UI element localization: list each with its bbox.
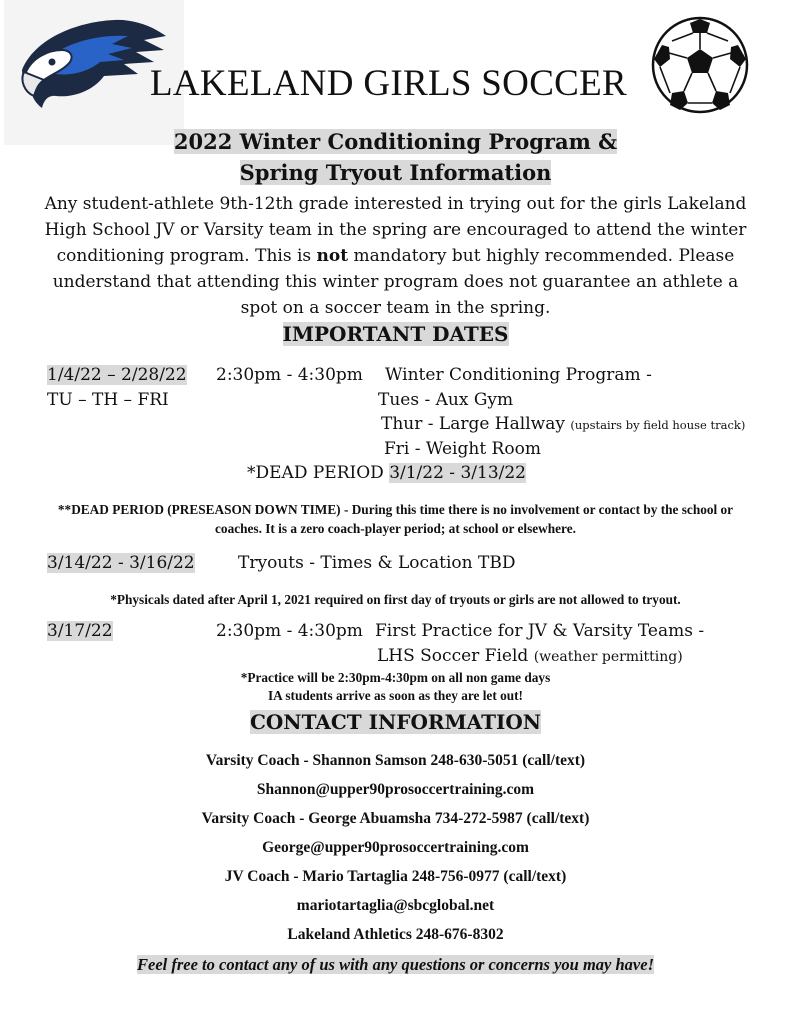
winter-thur-note: (upstairs by field house track) (570, 418, 746, 432)
soccer-ball-icon (650, 15, 750, 115)
subtitle-line2-text: Spring Tryout Information (239, 160, 552, 185)
practice-note-2: IA students arrive as soon as they are let out! (268, 688, 523, 703)
contact-email-george[interactable]: George@upper90prosoccertraining.com (262, 839, 529, 856)
practice-note-1: *Practice will be 2:30pm-4:30pm on all non game days (240, 670, 551, 685)
subtitle-line1-text: 2022 Winter Conditioning Program & (173, 129, 618, 154)
intro-paragraph (40, 191, 751, 321)
page-title: LAKELAND GIRLS SOCCER (150, 63, 628, 104)
subtitle-line1 (0, 129, 791, 154)
closing-line (0, 955, 791, 975)
closing-text: Feel free to contact any of us with any questions or concerns you may have! (137, 955, 654, 974)
important-dates-heading-text: IMPORTANT DATES (282, 322, 509, 346)
winter-tues: Tues - Aux Gym (378, 390, 514, 410)
dead-period (247, 463, 526, 483)
soccer-ball (650, 15, 750, 115)
contact-jv-mario: JV Coach - Mario Tartaglia 248-756-0977 (call/text) (224, 868, 567, 885)
first-practice-date (47, 621, 113, 641)
winter-days: TU – TH – FRI (47, 390, 169, 410)
physicals-note: *Physicals dated after April 1, 2021 required on first day of tryouts or girls are not allowed to tryout. (110, 592, 681, 607)
first-practice-location-note: (weather permitting) (533, 649, 683, 665)
winter-thur (381, 414, 745, 434)
first-practice-text: First Practice for JV & Varsity Teams - (375, 621, 705, 641)
winter-thur-text: Thur - Large Hallway (381, 414, 565, 434)
contact-athletics: Lakeland Athletics 248-676-8302 (287, 926, 504, 943)
winter-time: 2:30pm - 4:30pm (216, 365, 363, 385)
tryouts-dates-text: 3/14/22 - 3/16/22 (47, 553, 195, 573)
tryouts-text: Tryouts - Times & Location TBD (238, 553, 516, 573)
first-practice-time: 2:30pm - 4:30pm (216, 621, 363, 641)
contact-email-mario[interactable]: mariotartaglia@sbcglobal.net (296, 897, 495, 914)
intro-text-start: Any student-athlete 9th-12th grade interested in trying out for the girls Lakeland High School JV or Varsity team in the spring are encouraged to attend the winter conditioning program. This is (44, 194, 747, 266)
dead-period-dates: 3/1/22 - 3/13/22 (389, 463, 526, 483)
intro-bold-word: not (316, 246, 349, 266)
first-practice-date-text: 3/17/22 (47, 621, 113, 641)
contact-heading-text: CONTACT INFORMATION (249, 710, 542, 734)
contact-varsity-george: Varsity Coach - George Abuamsha 734-272-5987 (call/text) (201, 810, 590, 827)
winter-fri: Fri - Weight Room (384, 439, 541, 459)
important-dates-heading (0, 322, 791, 346)
first-practice-location-text: LHS Soccer Field (377, 646, 529, 666)
first-practice-location (377, 646, 683, 666)
winter-dates (47, 365, 187, 385)
winter-program: Winter Conditioning Program - (385, 365, 652, 385)
practice-notes (0, 669, 791, 705)
subtitle-line2 (0, 160, 791, 185)
tryouts-dates (47, 553, 195, 573)
winter-dates-text: 1/4/22 – 2/28/22 (47, 365, 187, 385)
contact-heading (0, 710, 791, 734)
contact-varsity-shannon: Varsity Coach - Shannon Samson 248-630-5051 (call/text) (205, 752, 586, 769)
dead-period-label: *DEAD PERIOD (247, 463, 384, 483)
contact-email-shannon[interactable]: Shannon@upper90prosoccertraining.com (256, 781, 535, 798)
intro-text-end: mandatory but highly recommended. Please understand that attending this winter program does not guarantee an athlete a spot on a soccer team in the spring. (52, 246, 739, 318)
dead-period-note: **DEAD PERIOD (PRESEASON DOWN TIME) - During this time there is no involvement or contact by the school or coaches. It is a zero coach-player period; at school or elsewhere. (57, 502, 734, 536)
